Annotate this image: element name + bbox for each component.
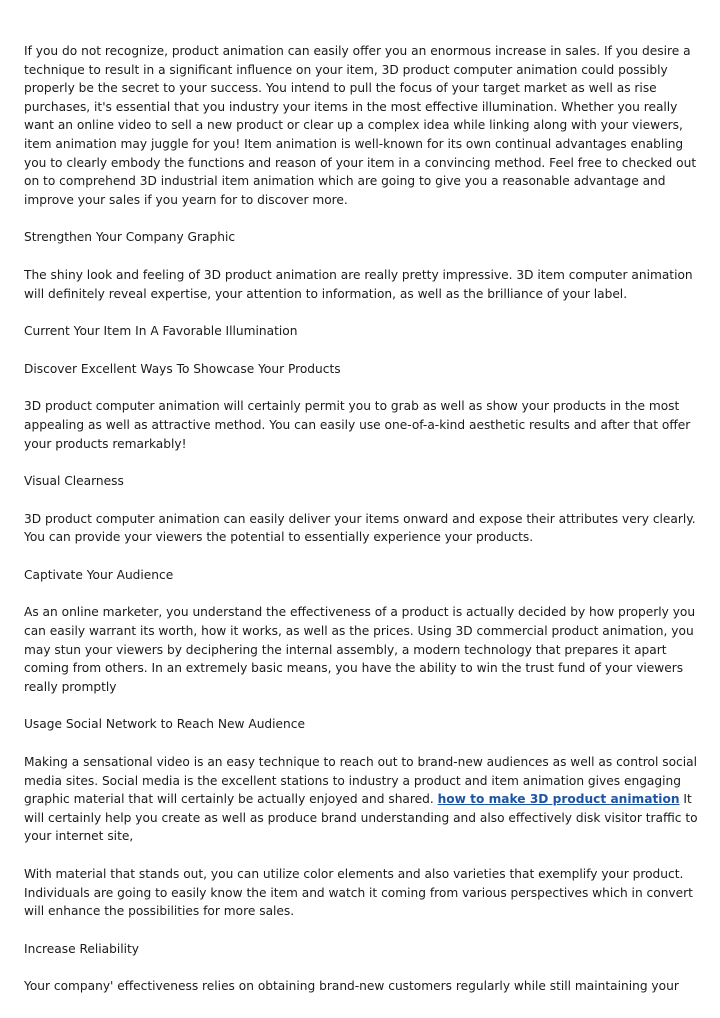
product-animation-link[interactable]: how to make 3D product animation (437, 792, 680, 807)
heading-increase-reliability: Increase Reliability (24, 941, 139, 956)
paragraph-company-effectiveness: Your company' effectiveness relies on obtaining brand-new customers regularly while still maintaining your (24, 979, 679, 994)
heading-social-network: Usage Social Network to Reach New Audience (24, 717, 305, 732)
paragraph-online-marketer: As an online marketer, you understand the effectiveness of a product is actually decided by how properly you can easily warrant its worth, how it works, as well as the prices. Using 3D commercial product animation, you may stun your viewers by deciphering the internal assembly, a modern technology that prepares it apart coming from others. In an extremely basic means, you have the ability to win the trust fund of your viewers really promptly (24, 605, 696, 694)
heading-captivate-audience: Captivate Your Audience (24, 567, 174, 582)
paragraph-sensational-video (24, 753, 702, 846)
paragraph-text-after-link: It will certainly help you create as well as produce brand understanding and also effectively disk visitor traffic to your internet site, (24, 792, 698, 844)
paragraph-grab-products: 3D product computer animation will certainly permit you to grab as well as show your products in the most appealing as well as attractive method. You can easily use one-of-a-kind aesthetic results and after that offer your products remarkably! (24, 399, 691, 451)
intro-paragraph: If you do not recognize, product animation can easily offer you an enormous increase in sales. If you desire a technique to result in a significant influence on your item, 3D product computer animation could possibly properly be the secret to your success. You intend to pull the focus of your target market as well as rise purchases, it's essential that you industry your items in the most effective illumination. Whether you really want an online video to sell a new product or clear up a complex idea while linking along with your viewers, item animation may juggle for you! Item animation is well-known for its own continual advantages enabling you to clearly embody the functions and reason of your item in a convincing method. Feel free to checked out on to comprehend 3D industrial item animation which are going to give you a reasonable advantage and improve your sales if you yearn for to discover more. (24, 44, 697, 207)
heading-showcase-products: Discover Excellent Ways To Showcase Your Products (24, 361, 341, 376)
heading-current-item: Current Your Item In A Favorable Illumination (24, 324, 298, 339)
paragraph-text-before-link: Making a sensational video is an easy technique to reach out to brand-new audiences as well as control social media sites. Social media is the excellent stations to industry a product and item animation gives engaging graphic material that will certainly be actually enjoyed and shared. (24, 755, 697, 807)
paragraph-material-stands-out: With material that stands out, you can utilize color elements and also varieties that exemplify your product. Individuals are going to easily know the item and watch it coming from various perspectives which in convert will enhance the possibilities for more sales. (24, 867, 693, 919)
heading-strengthen-company-graphic: Strengthen Your Company Graphic (24, 230, 236, 245)
paragraph-deliver-items: 3D product computer animation can easily deliver your items onward and expose their attributes very clearly. You can provide your viewers the potential to essentially experience your products. (24, 511, 696, 545)
heading-visual-clearness: Visual Clearness (24, 474, 124, 489)
paragraph-shiny-look: The shiny look and feeling of 3D product animation are really pretty impressive. 3D item computer animation will definitely reveal expertise, your attention to information, as well as the brilliance of your label. (24, 267, 693, 301)
